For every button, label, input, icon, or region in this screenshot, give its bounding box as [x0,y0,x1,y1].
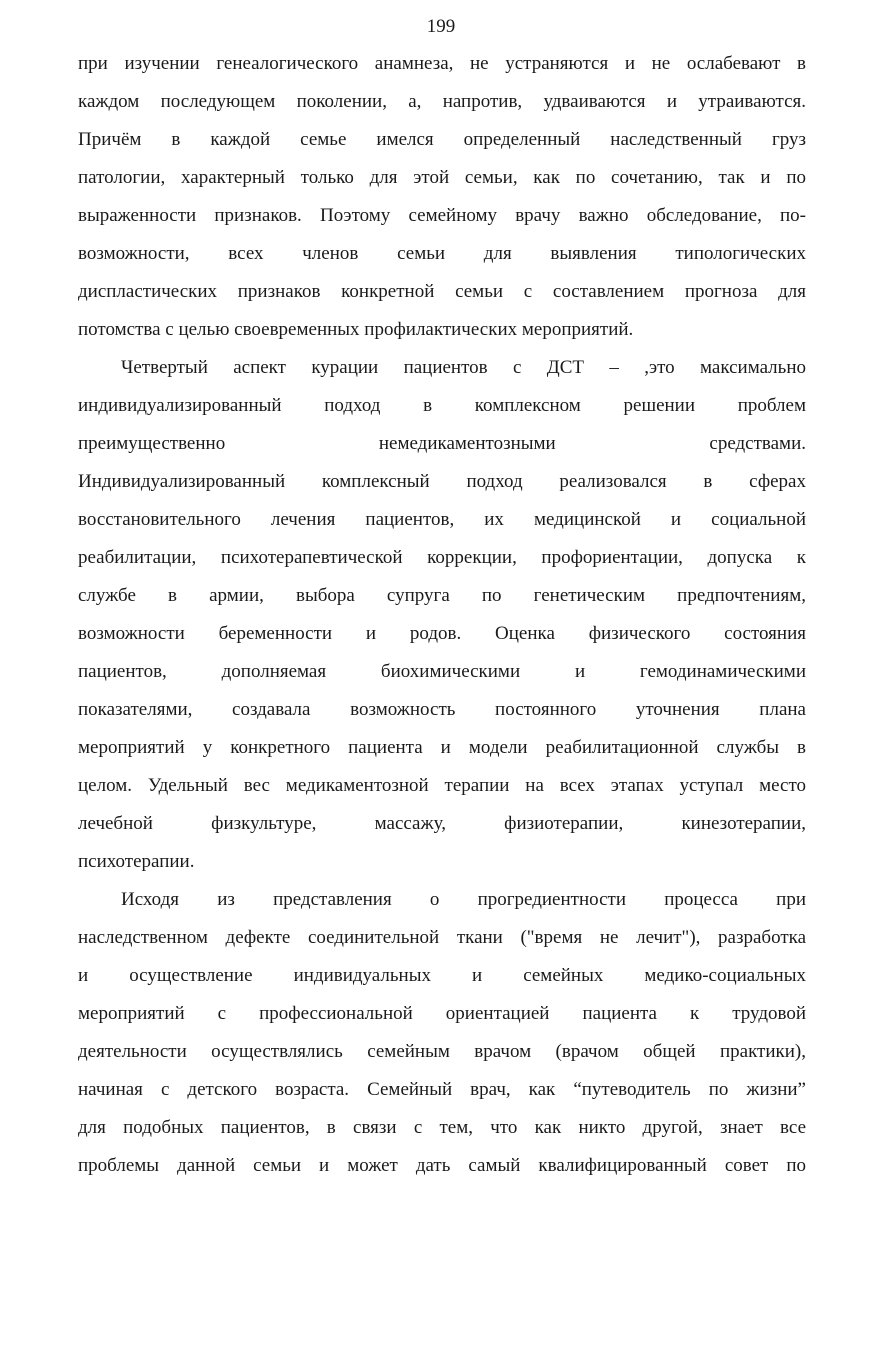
text-line: для подобных пациентов, в связи с тем, что как никто другой, знает все [78,1117,806,1138]
text-line: Исходя из представления о прогредиентности процесса при [121,889,806,910]
text-line: выраженности признаков. Поэтому семейному врачу важно обследование, по- [78,205,806,226]
text-line: проблемы данной семьи и может дать самый квалифицированный совет по [78,1155,806,1176]
text-line: индивидуализированный подход в комплексном решении проблем [78,395,806,416]
text-line: пациентов, дополняемая биохимическими и гемодинамическими [78,661,806,682]
text-line: мероприятий с профессиональной ориентацией пациента к трудовой [78,1003,806,1024]
text-line: психотерапии. [78,851,195,872]
text-line: потомства с целью своевременных профилактических мероприятий. [78,319,634,340]
text-line: реабилитации, психотерапевтической коррекции, профориентации, допуска к [78,547,806,568]
text-line: показателями, создавала возможность постоянного уточнения плана [78,699,806,720]
text-line: и осуществление индивидуальных и семейных медико-социальных [78,965,806,986]
text-line: деятельности осуществлялись семейным врачом (врачом общей практики), [78,1041,806,1062]
text-line: при изучении генеалогического анамнеза, не устраняются и не ослабевают в [78,53,806,74]
text-line: преимущественно немедикаментозными средствами. [78,433,806,454]
text-line: диспластических признаков конкретной семьи с составлением прогноза для [78,281,806,302]
text-line: возможности беременности и родов. Оценка физического состояния [78,623,806,644]
text-line: целом. Удельный вес медикаментозной терапии на всех этапах уступал место [78,775,806,796]
text-line: возможности, всех членов семьи для выявления типологических [78,243,806,264]
text-line: службе в армии, выбора супруга по генетическим предпочтениям, [78,585,806,606]
text-line: каждом последующем поколении, а, напротив, удваиваются и утраиваются. [78,91,806,112]
text-line: восстановительного лечения пациентов, их медицинской и социальной [78,509,806,530]
text-line: наследственном дефекте соединительной ткани ("время не лечит"), разработка [78,927,806,948]
text-line: мероприятий у конкретного пациента и модели реабилитационной службы в [78,737,806,758]
text-line: Индивидуализированный комплексный подход реализовался в сферах [78,471,806,492]
text-line: Четвертый аспект курации пациентов с ДСТ – ,это максимально [121,357,806,378]
text-line: патологии, характерный только для этой семьи, как по сочетанию, так и по [78,167,806,188]
text-line: начиная с детского возраста. Семейный врач, как “путеводитель по жизни” [78,1079,806,1100]
page-number: 199 [426,16,456,37]
text-line: Причём в каждой семье имелся определенный наследственный груз [78,129,806,150]
text-line: лечебной физкультуре, массажу, физиотерапии, кинезотерапии, [78,813,806,834]
